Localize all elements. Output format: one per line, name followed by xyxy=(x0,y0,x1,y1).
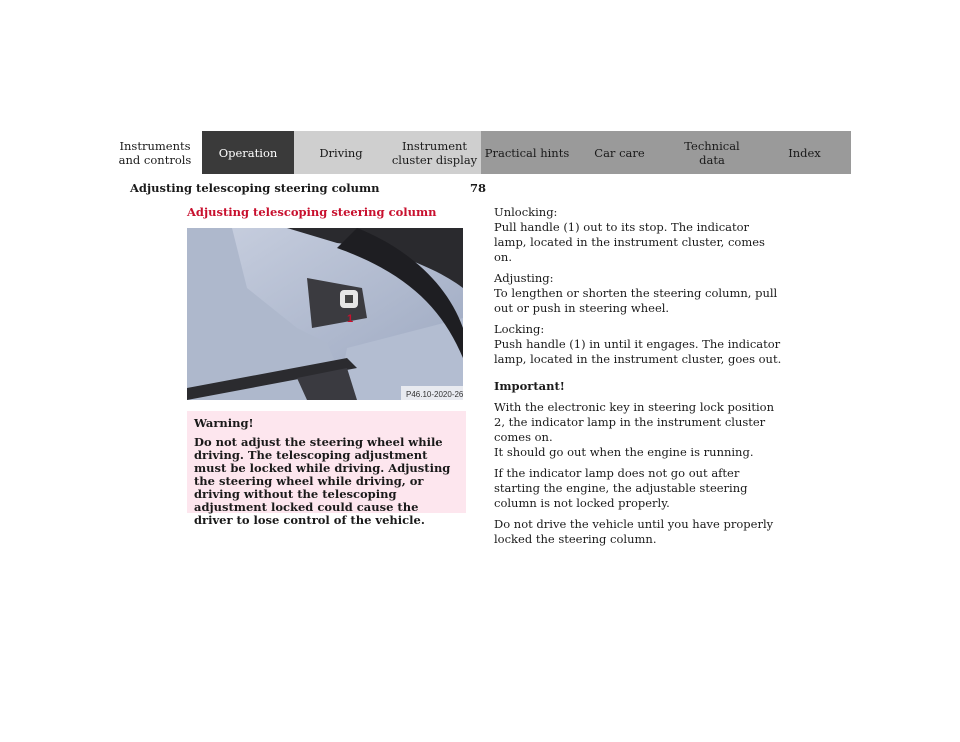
locking-step xyxy=(494,322,784,367)
figure-code: P46.10-2020-26 xyxy=(406,390,463,399)
adjusting-label: Adjusting: xyxy=(494,271,554,285)
tab-driving[interactable]: Driving xyxy=(294,131,388,174)
important-paragraph-3: Do not drive the vehicle until you have properly locked the steering column. xyxy=(494,517,774,546)
unlocking-label: Unlocking: xyxy=(494,205,558,219)
tab-car-care[interactable]: Car care xyxy=(573,131,666,174)
important-heading: Important! xyxy=(494,379,565,393)
important-paragraph-1 xyxy=(494,400,784,460)
warning-heading: Warning! xyxy=(194,416,254,430)
page-number: 78 xyxy=(470,181,487,195)
tab-practical-hints[interactable]: Practical hints xyxy=(481,131,573,174)
locking-text: Push handle (1) in until it engages. The indicator lamp, located in the instrument cluster, goes out. xyxy=(494,337,782,366)
important-p1b: It should go out when the engine is running. xyxy=(494,445,754,459)
tab-instrument-cluster-display[interactable]: Instrument cluster display xyxy=(388,131,481,174)
chapter-navigation xyxy=(108,131,851,174)
important-p1a: With the electronic key in steering lock position 2, the indicator lamp in the instrument cluster comes on. xyxy=(494,400,774,444)
warning-box xyxy=(187,411,466,527)
instructions-column xyxy=(494,205,784,553)
running-header: Adjusting telescoping steering column xyxy=(130,181,380,195)
tab-instruments-and-controls[interactable]: Instruments and controls xyxy=(108,131,202,174)
important-paragraph-2: If the indicator lamp does not go out after starting the engine, the adjustable steering column is not locked properly. xyxy=(494,466,748,510)
warning-body: Do not adjust the steering wheel while driving. The telescoping adjustment must be locked while driving. Adjusting the steering wheel while driving, or driving without the telescoping adjustment locked could cause the driver to lose control of the vehicle. xyxy=(194,435,451,527)
locking-label: Locking: xyxy=(494,322,545,336)
tab-technical-data[interactable]: Technical data xyxy=(666,131,758,174)
tab-operation[interactable]: Operation xyxy=(202,131,294,174)
section-title: Adjusting telescoping steering column xyxy=(187,205,437,219)
callout-1: 1 xyxy=(347,313,354,325)
steering-column-illustration xyxy=(187,228,463,400)
adjusting-step xyxy=(494,271,784,316)
steering-column-photo xyxy=(187,228,463,400)
unlocking-text: Pull handle (1) out to its stop. The indicator lamp, located in the instrument cluster, comes on. xyxy=(494,220,765,264)
unlocking-step xyxy=(494,205,784,265)
tab-index[interactable]: Index xyxy=(758,131,851,174)
adjusting-text: To lengthen or shorten the steering column, pull out or push in steering wheel. xyxy=(494,286,778,315)
